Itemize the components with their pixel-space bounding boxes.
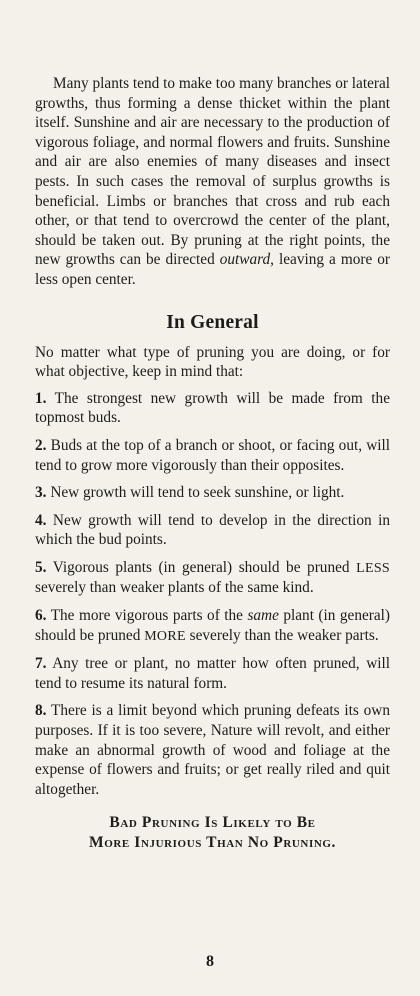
rule-number: 4. bbox=[35, 511, 47, 529]
section-intro: No matter what type of pruning you are doing, or for what objective, keep in mind that: bbox=[35, 343, 390, 381]
rule-8 bbox=[35, 701, 390, 799]
intro-text-after: , leaving a more or less open center. bbox=[35, 251, 391, 288]
rule-text: Any tree or plant, no matter how often pruned, will tend to resume its natural form. bbox=[35, 655, 390, 692]
rule-7 bbox=[35, 654, 390, 693]
rule-text: Buds at the top of a branch or shoot, or facing out, will tend to grow more vigorously than their opposites. bbox=[35, 436, 390, 474]
rule-number: 2. bbox=[35, 436, 47, 454]
rule-smallcaps: MORE bbox=[144, 628, 186, 644]
rule-2 bbox=[35, 436, 390, 475]
warning-line-1: Bad Pruning Is Likely to Be bbox=[109, 814, 316, 832]
rule-text-after: severely than the weaker parts. bbox=[185, 626, 379, 644]
rule-text-after: severely than weaker plants of the same kind. bbox=[35, 579, 314, 597]
rule-text-before: The more vigorous parts of the bbox=[50, 607, 248, 625]
rule-number: 3. bbox=[35, 484, 47, 502]
rule-1 bbox=[35, 389, 390, 428]
rule-text: New growth will tend to develop in the direction in which the bud points. bbox=[35, 511, 390, 549]
rule-6 bbox=[35, 606, 390, 646]
rule-smallcaps: LESS bbox=[356, 560, 390, 576]
rule-number: 5. bbox=[35, 558, 47, 576]
intro-paragraph bbox=[35, 74, 390, 290]
rule-text-before: Vigorous plants (in general) should be pruned bbox=[52, 558, 357, 576]
page-number: 8 bbox=[206, 953, 214, 970]
rule-number: 7. bbox=[35, 655, 47, 673]
rule-number: 6. bbox=[35, 607, 47, 625]
rules-list bbox=[35, 389, 390, 800]
rule-4 bbox=[35, 511, 390, 550]
warning-line-2: More Injurious Than No Pruning. bbox=[88, 833, 337, 851]
rule-text: There is a limit beyond which pruning defeats its own purposes. If it is too severe, Nature will revolt, and either make an abnormal growth of wood and foliage at the expense of flowers and fruits; or get really riled and quit altogether. bbox=[35, 702, 390, 798]
rule-number: 1. bbox=[35, 389, 47, 407]
section-heading: In General bbox=[166, 311, 259, 333]
rule-3 bbox=[35, 483, 390, 503]
rule-5 bbox=[35, 558, 390, 598]
intro-emphasis: outward bbox=[219, 251, 271, 269]
rule-number: 8. bbox=[35, 702, 47, 720]
rule-text: The strongest new growth will be made from the topmost buds. bbox=[35, 389, 390, 427]
intro-text-before: Many plants tend to make too many branches or lateral growths, thus forming a dense thicket within the plant itself. Sunshine and air are necessary to the production of vigorous foliage, and normal flowers and fruits. Sunshine and air are also enemies of many diseases and insect pests. In such cases the removal of surplus growths is beneficial. Limbs or branches that cross and rub each other, or that tend to overcrowd the center of the plant, should be taken out. By pruning at the right points, the new growths can be directed bbox=[35, 75, 390, 269]
rule-text: New growth will tend to seek sunshine, or light. bbox=[50, 484, 345, 502]
warning-note bbox=[35, 813, 390, 852]
rule-text-middle: plant (in general) should be pruned bbox=[35, 607, 390, 644]
rule-emphasis: same bbox=[247, 607, 279, 625]
